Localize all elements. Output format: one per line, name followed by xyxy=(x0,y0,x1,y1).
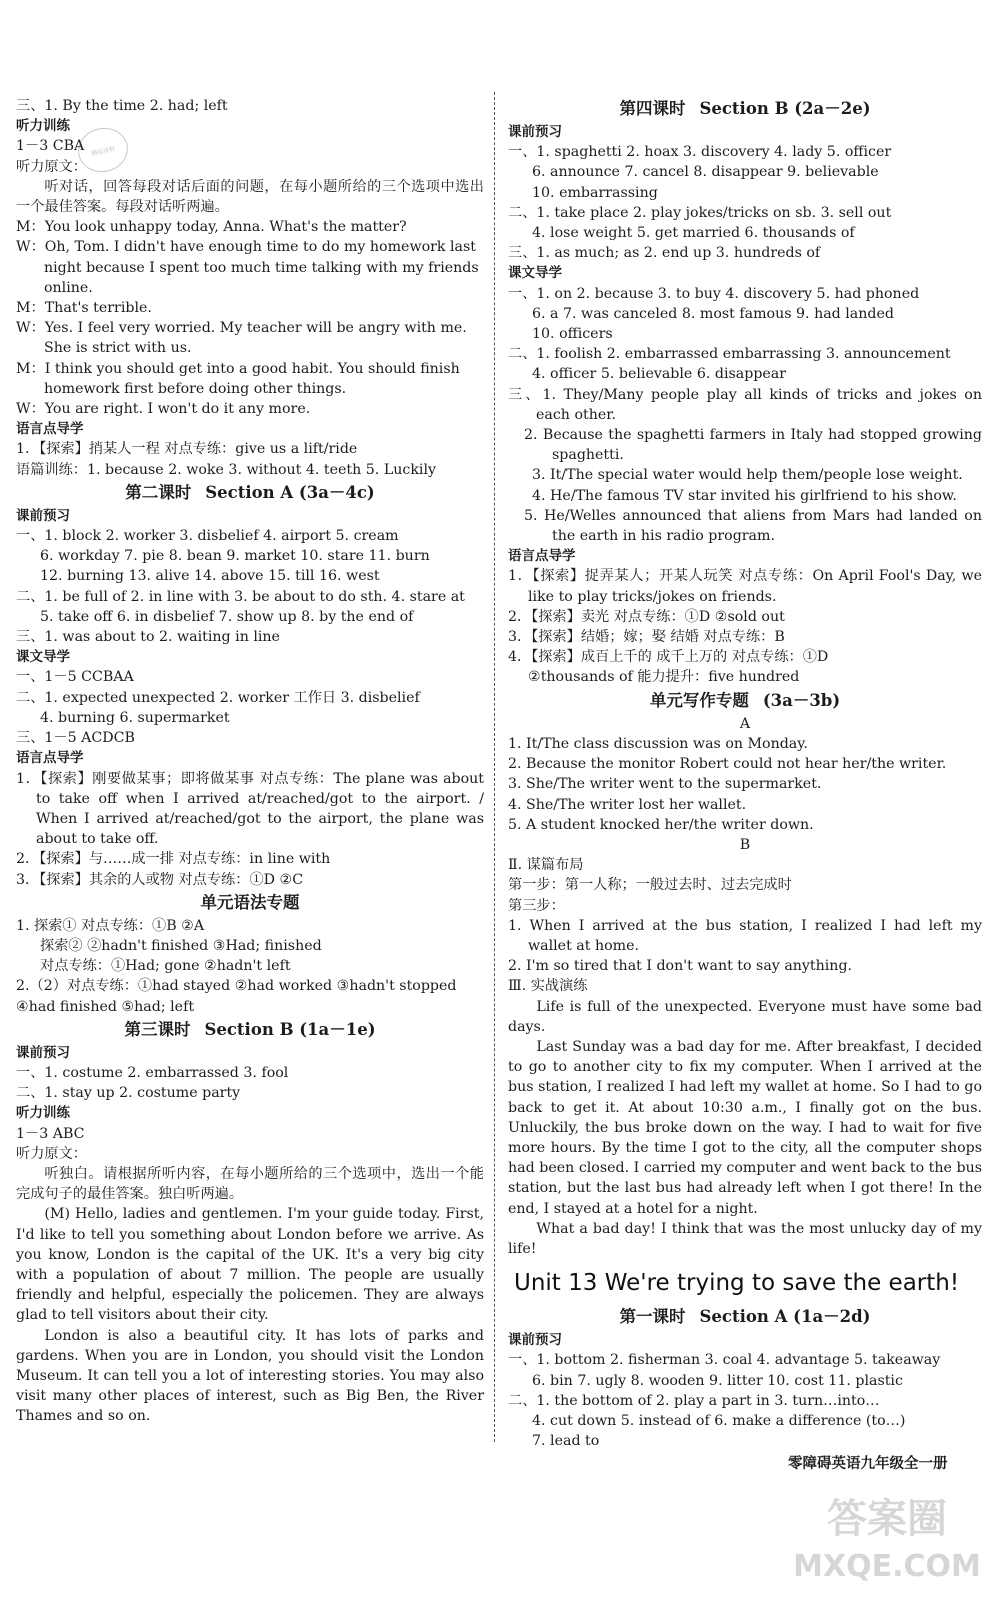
answer-line: 对点专练：①Had; gone ②hadn't left xyxy=(40,958,291,975)
dialogue-line: W：Yes. I feel very worried. My teacher will be angry with me. She is strict with us. xyxy=(16,320,467,357)
right-column xyxy=(508,96,982,1451)
answer-line: 二、1. foolish 2. embarrassed embarrassing 3. announcement xyxy=(508,346,951,363)
answer-line: 4. lose weight 5. get married 6. thousands of xyxy=(532,225,855,242)
answer-line: 第一步：第一人称；一般过去时、过去完成时 xyxy=(508,877,792,894)
answer-line: 3. It/The special water would help them/people lose weight. xyxy=(532,467,963,484)
answer-line: 4. burning 6. supermarket xyxy=(40,709,230,726)
answer-line: 4. She/The writer lost her wallet. xyxy=(508,796,747,813)
answer-line: 3．【探索】结婚；嫁；娶 结婚 对点专练：B xyxy=(508,629,785,646)
answer-line: 一、1. costume 2. embarrassed 3. fool xyxy=(16,1064,289,1081)
section-label: Ⅱ. 谋篇布局 xyxy=(508,857,584,874)
section-label: 语言点导学 xyxy=(16,750,84,767)
section-label: 听力原文： xyxy=(16,158,87,175)
answer-line: 2．【探索】与……成一排 对点专练：in line with xyxy=(16,851,331,868)
watermark-url: MXQE.COM xyxy=(793,1549,981,1584)
lesson-heading: 第三课时 Section B (1a－1e) xyxy=(124,1019,376,1039)
lesson-heading: 第四课时 Section B (2a－2e) xyxy=(619,99,871,118)
answer-line: 2. Because the monitor Robert could not hear her/the writer. xyxy=(508,756,947,773)
instruction-paragraph: 听独白。请根据所听内容，在每小题所给的三个选项中，选出一个能完成句子的最佳答案。独白听两遍。 xyxy=(16,1165,484,1203)
part-label: A xyxy=(739,715,751,732)
section-label: 语言点导学 xyxy=(508,548,576,565)
answer-line: 二、1. the bottom of 2. play a part in 3. turn…into… xyxy=(508,1392,880,1409)
answer-line: 一、1－5 CCBAA xyxy=(16,669,134,686)
dialogue-line: W：You are right. I won't do it any more. xyxy=(16,401,311,418)
answer-line: 1－3 CBA xyxy=(16,138,85,155)
instruction-paragraph: 听对话，回答每段对话后面的问题，在每小题所给的三个选项中选出一个最佳答案。每段对话听两遍。 xyxy=(16,178,484,216)
answer-line: 12. burning 13. alive 14. above 15. till 16. west xyxy=(40,568,380,585)
answer-line: 5. He/Welles announced that aliens from Mars had landed on the earth in his radio program. xyxy=(524,507,982,545)
answer-line: 5. A student knocked her/the writer down. xyxy=(508,816,814,833)
dialogue-line: M：I think you should get into a good habit. You should finish homework first before doing other things. xyxy=(16,360,460,397)
answer-line: 2．【探索】卖光 对点专练：①D ②sold out xyxy=(508,608,785,625)
answer-line: 二、1. take place 2. play jokes/tricks on sb. 3. sell out xyxy=(508,204,892,221)
answer-line: 一、1. block 2. worker 3. disbelief 4. airport 5. cream xyxy=(16,528,399,545)
writing-heading: 单元写作专题 (3a－3b) xyxy=(649,690,841,710)
answer-line: 第三步： xyxy=(508,897,565,914)
answer-line: ②thousands of 能力提升：five hundred xyxy=(528,669,800,686)
answer-line: 1. It/The class discussion was on Monday. xyxy=(508,735,808,752)
answer-line: 10. officers xyxy=(532,326,613,343)
section-label: 课文导学 xyxy=(16,649,70,666)
essay-paragraph: Life is full of the unexpected. Everyone must have some bad days. xyxy=(508,998,982,1035)
section-label: 课前预习 xyxy=(16,507,70,524)
lesson-heading: 第二课时 Section A (3a－4c) xyxy=(125,482,375,502)
answer-line: 1．【探索】刚要做某事；即将做某事 对点专练：The plane was about to take off when I arrived at/reached/got to the airport. / When I arrived at/reached/got to the airport, the plane was about to take off. xyxy=(16,770,484,848)
dialogue-line: M：You look unhappy today, Anna. What's the matter? xyxy=(16,219,407,236)
monologue-paragraph: London is also a beautiful city. It has lots of parks and gardens. When you are in London, you should visit the London Museum. It can tell you a lot of interesting stories. You may also visit many other places of interest, such as Big Ben, the River Thames and so on. xyxy=(16,1327,484,1425)
answer-line: 1．【探索】捎某人一程 对点专练：give us a lift/ride xyxy=(16,441,358,458)
answer-line: 三、1. was about to 2. waiting in line xyxy=(16,629,280,646)
decorative-stamp: 精品资料 xyxy=(74,123,132,176)
page-footer: 零障碍英语九年级全一册 xyxy=(788,1455,948,1472)
answer-line: 语篇训练：1. because 2. woke 3. without 4. teeth 5. Luckily xyxy=(16,461,437,478)
answer-line: 2. I'm so tired that I don't want to say anything. xyxy=(508,958,853,975)
answer-line: 6. bin 7. ugly 8. wooden 9. litter 10. cost 11. plastic xyxy=(532,1372,903,1389)
dialogue-line: W：Oh, Tom. I didn't have enough time to do my homework last night because I spent too much time talking with my friends online. xyxy=(16,239,479,296)
section-label: Ⅲ. 实战演练 xyxy=(508,978,588,995)
section-label: 课前预习 xyxy=(16,1044,70,1061)
answer-line: 三、1－5 ACDCB xyxy=(16,730,135,747)
answer-line: 二、1. stay up 2. costume party xyxy=(16,1085,241,1102)
answer-line: 2.（2）对点专练：①had stayed ②had worked ③hadn't stopped xyxy=(16,978,457,995)
section-label: 听力训练 xyxy=(16,1105,70,1122)
watermark-logo xyxy=(792,1480,982,1590)
answer-line: 4．【探索】成百上千的 成千上万的 对点专练：①D xyxy=(508,649,829,666)
answer-line: 6. announce 7. cancel 8. disappear 9. believable xyxy=(532,164,879,181)
essay-paragraph: What a bad day! I think that was the most unlucky day of my life! xyxy=(508,1220,982,1257)
answer-line: 3. She/The writer went to the supermarket. xyxy=(508,776,822,793)
dialogue-line: M：That's terrible. xyxy=(16,300,152,317)
answer-line: 一、1. bottom 2. fisherman 3. coal 4. advantage 5. takeaway xyxy=(508,1352,941,1369)
section-label: 课前预习 xyxy=(508,1332,562,1349)
answer-line: ④had finished ⑤had; left xyxy=(16,998,195,1015)
section-label: 语言点导学 xyxy=(16,421,84,438)
answer-line: 10. embarrassing xyxy=(532,184,658,201)
section-label: 课文导学 xyxy=(508,265,562,282)
unit-title: Unit 13 We're trying to save the earth! xyxy=(514,1270,960,1297)
part-label: B xyxy=(739,836,751,853)
answer-line: 1. 探索① 对点专练：①B ②A xyxy=(16,917,205,934)
answer-line: 4. officer 5. believable 6. disappear xyxy=(532,366,787,383)
answer-line: 4. He/The famous TV star invited his girlfriend to his show. xyxy=(532,487,957,504)
answer-line: 6. workday 7. pie 8. bean 9. market 10. stare 11. burn xyxy=(40,548,430,565)
answer-line: 1．【探索】捉弄某人；开某人玩笑 对点专练：On April Fool's Day, we like to play tricks/jokes on friends. xyxy=(508,568,982,605)
watermark-text: 答案圈 xyxy=(827,1496,947,1542)
section-label: 课前预习 xyxy=(508,124,562,140)
answer-line: 2. Because the spaghetti farmers in Italy had stopped growing spaghetti. xyxy=(524,427,982,464)
monologue-paragraph: (M) Hello, ladies and gentlemen. I'm your guide today. First, I'd like to tell you something about London before we arrive. As you know, London is the capital of the UK. It's a very big city with a population of about 7 million. The people are usually friendly and helpful, especially the policemen. They are always glad to tell visitors about their city. xyxy=(16,1206,484,1324)
answer-line: 6. a 7. was canceled 8. most famous 9. had landed xyxy=(532,305,894,322)
answer-line: 二、1. expected unexpected 2. worker 工作日 3. disbelief xyxy=(16,689,420,706)
answer-line: 三、1. By the time 2. had; left xyxy=(16,98,228,114)
answer-line: 一、1. on 2. because 3. to buy 4. discovery 5. had phoned xyxy=(508,285,920,302)
answer-line: 三、1. as much; as 2. end up 3. hundreds of xyxy=(508,245,821,262)
answer-line: 1－3 ABC xyxy=(16,1125,85,1142)
answer-line: 1. When I arrived at the bus station, I realized I had left my wallet at home. xyxy=(508,917,982,954)
answer-line: 二、1. be full of 2. in line with 3. be about to do sth. 4. stare at xyxy=(16,588,465,605)
answer-line: 三、1. They/Many people play all kinds of tricks and jokes on each other. xyxy=(508,386,982,423)
section-label: 听力训练 xyxy=(16,118,70,135)
answer-line: 一、1. spaghetti 2. hoax 3. discovery 4. lady 5. officer xyxy=(508,144,892,161)
lesson-heading: 第一课时 Section A (1a－2d) xyxy=(619,1307,871,1327)
left-column xyxy=(16,96,484,1427)
column-divider xyxy=(494,92,495,1442)
answer-line: 5. take off 6. in disbelief 7. show up 8. by the end of xyxy=(40,608,414,625)
essay-paragraph: Last Sunday was a bad day for me. After breakfast, I decided to go to another city to fix my computer. When I arrived at the bus station, I realized I had left my wallet at home. So I had to go back to get it. At about 10:30 a.m., I finally got on the bus. Unluckily, the bus broke down on the way. I had to wait for five more hours. By the time I got to the city, all the computer shops had been closed. I carried my computer and went back to the bus station, but the last bus had already left when I got there! In the end, I stayed at a hotel for a night. xyxy=(508,1038,982,1217)
grammar-heading: 单元语法专题 xyxy=(200,892,300,912)
answer-line: 7. lead to xyxy=(532,1433,600,1450)
answer-line: 3．【探索】其余的人或物 对点专练：①D ②C xyxy=(16,871,304,888)
section-label: 听力原文： xyxy=(16,1145,87,1162)
answer-line: 探索② ②hadn't finished ③Had; finished xyxy=(40,937,322,954)
answer-line: 4. cut down 5. instead of 6. make a difference (to…) xyxy=(532,1412,906,1429)
